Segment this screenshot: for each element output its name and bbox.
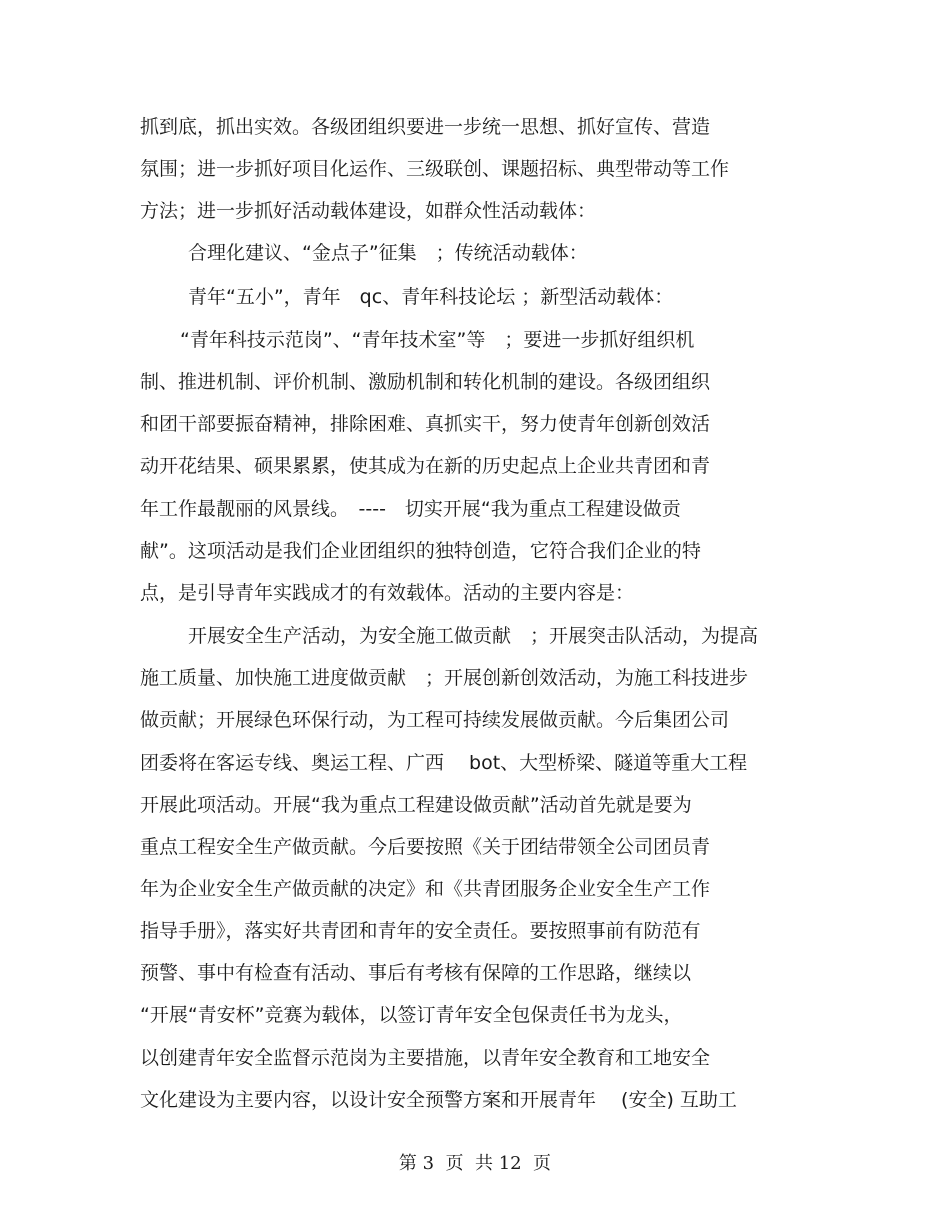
text-line-2: 氛围；进一步抓好项目化运作、三级联创、课题招标、典型带动等工作 [140,158,730,180]
page-number-footer: 第 3 页 共 12 页 [398,1153,552,1174]
text-line-17: 开展此项活动。开展“我为重点工程建设做贡献”活动首先就是要为 [140,794,692,816]
text-line-11: 献”。这项活动是我们企业团组织的独特创造，它符合我们企业的特 [140,540,701,562]
text-line-21: 预警、事中有检查有活动、事后有考核有保障的工作思路，继续以 [140,962,692,984]
text-line-8: 和团干部要振奋精神，排除困难、真抓实干，努力使青年创新创效活 [140,413,711,435]
text-line-3: 方法；进一步抓好活动载体建设，如群众性活动载体： [140,200,597,222]
text-line-10: 年工作最靓丽的风景线。 ---- 切实开展“我为重点工程建设做贡 [140,498,681,520]
text-line-1: 抓到底，抓出实效。各级团组织要进一步统一思想、抓好宣传、营造 [140,116,711,138]
text-line-13: 开展安全生产活动，为安全施工做贡献 ；开展突击队活动，为提高 [188,625,759,647]
text-line-9: 动开花结果、硕果累累，使其成为在新的历史起点上企业共青团和青 [140,455,711,477]
text-line-15: 做贡献；开展绿色环保行动，为工程可持续发展做贡献。今后集团公司 [140,709,730,731]
text-line-24: 文化建设为主要内容，以设计安全预警方案和开展青年 (安全) 互助工 [140,1089,737,1111]
text-line-19: 年为企业安全生产做贡献的决定》和《共青团服务企业安全生产工作 [140,878,711,900]
text-line-12: 点，是引导青年实践成才的有效载体。活动的主要内容是： [140,582,635,604]
text-line-16: 团委将在客运专线、奥运工程、广西 bot、大型桥梁、隧道等重大工程 [140,752,748,774]
text-line-5: 青年“五小”，青年 qc、青年科技论坛 ；新型活动载体： [188,286,674,308]
text-line-4: 合理化建议、“金点子”征集 ；传统活动载体： [188,242,588,264]
text-line-20: 指导手册》，落实好共青团和青年的安全责任。要按照事前有防范有 [140,920,701,942]
text-line-18: 重点工程安全生产做贡献。今后要按照《关于团结带领全公司团员青 [140,836,711,858]
text-line-6: “青年科技示范岗”、“青年技术室”等 ；要进一步抓好组织机 [180,329,695,351]
text-line-22: “开展“青安杯”竞赛为载体，以签订青年安全包保责任书为龙头， [140,1004,683,1026]
text-line-23: 以创建青年安全监督示范岗为主要措施，以青年安全教育和工地安全 [140,1047,711,1069]
text-line-14: 施工质量、加快施工进度做贡献 ；开展创新创效活动，为施工科技进步 [140,667,749,689]
text-line-7: 制、推进机制、评价机制、激励机制和转化机制的建设。各级团组织 [140,371,711,393]
